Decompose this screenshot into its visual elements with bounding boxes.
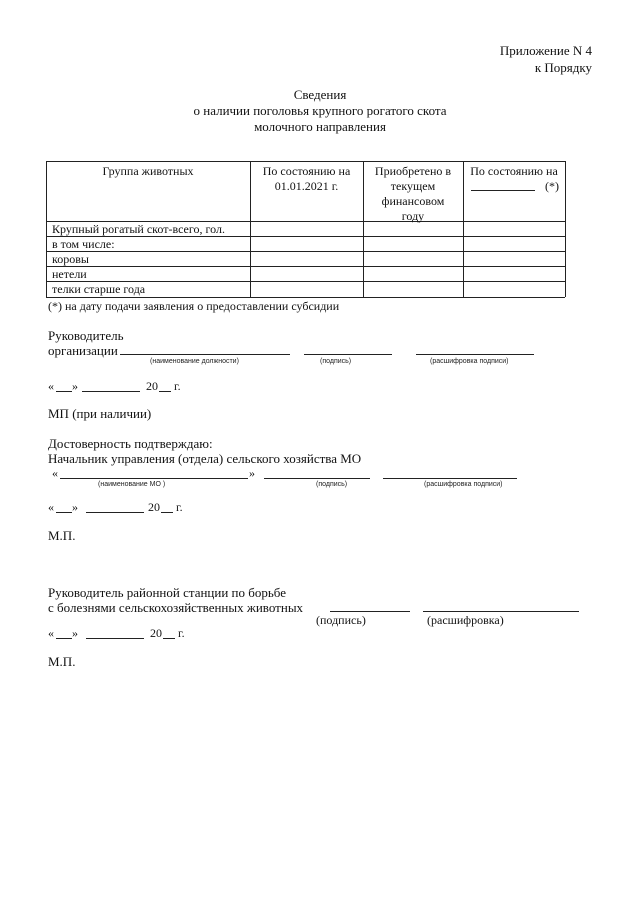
row-label-cows: коровы	[52, 252, 89, 266]
caption-mo: (наименование МО )	[98, 481, 166, 488]
month-field-2[interactable]	[86, 512, 144, 513]
row-label-including: в том числе:	[52, 237, 115, 251]
document-subtitle-2: молочного направления	[254, 119, 386, 134]
stamp-label-2: М.П.	[48, 528, 76, 543]
decryption-field[interactable]	[416, 354, 534, 355]
quote-open-2: «	[48, 500, 54, 514]
footnote: (*) на дату подачи заявления о предоставлении субсидии	[48, 299, 340, 313]
caption-signature: (подпись)	[320, 358, 352, 365]
quote-close-3: »	[72, 626, 78, 640]
station-head-label-2: с болезнями сельскохозяйственных животных	[48, 600, 304, 615]
year-field-3[interactable]	[163, 638, 175, 639]
header-acquired-line3: финансовом	[381, 194, 445, 208]
confirm-label: Достоверность подтверждаю:	[48, 436, 213, 451]
quote-close-2: »	[72, 500, 78, 514]
header-acquired-line4: году	[401, 209, 425, 223]
quote-close: »	[72, 379, 78, 393]
header-asterisk: (*)	[545, 179, 559, 193]
head-label: Руководитель	[48, 328, 124, 343]
quote-open: «	[48, 379, 54, 393]
decryption-field-3[interactable]	[423, 611, 579, 612]
signature-field[interactable]	[304, 354, 392, 355]
signature-field-3[interactable]	[330, 611, 410, 612]
row-label-young-heifers: телки старше года	[52, 282, 146, 296]
year-suffix-2: г.	[176, 500, 183, 514]
header-as-of-current-line1: По состоянию на	[470, 164, 558, 178]
day-field[interactable]	[56, 391, 72, 392]
mo-quote-close: »	[249, 466, 255, 480]
header-as-of-date-line1: По состоянию на	[262, 164, 351, 178]
year-prefix: 20	[146, 379, 158, 393]
signature-field-2[interactable]	[264, 478, 370, 479]
year-suffix-3: г.	[178, 626, 185, 640]
year-field-2[interactable]	[161, 512, 173, 513]
header-as-of-date-line2: 01.01.2021 г.	[274, 179, 339, 193]
quote-open-3: «	[48, 626, 54, 640]
header-as-of-current-line2	[463, 179, 565, 194]
day-field-2[interactable]	[56, 512, 72, 513]
year-prefix-2: 20	[148, 500, 160, 514]
year-field[interactable]	[159, 391, 171, 392]
header-acquired	[363, 164, 463, 224]
row-label-heifers: нетели	[52, 267, 87, 281]
header-as-of-date	[250, 164, 363, 194]
document-title: Сведения	[293, 87, 347, 102]
caption-decrypt-2: (расшифровка подписи)	[424, 481, 503, 488]
header-acquired-line1: Приобретено в	[374, 164, 452, 178]
stamp-label-1: МП (при наличии)	[48, 406, 152, 421]
caption-signature-3: (подпись)	[316, 613, 366, 627]
mo-quote-open: «	[52, 466, 58, 480]
appendix-reference: к Порядку	[534, 60, 592, 75]
station-head-label: Руководитель районной станции по борьбе	[48, 585, 287, 600]
mo-name-field[interactable]	[60, 478, 248, 479]
month-field[interactable]	[82, 391, 140, 392]
caption-signature-2: (подпись)	[316, 481, 348, 488]
position-field[interactable]	[120, 354, 290, 355]
year-prefix-3: 20	[150, 626, 162, 640]
department-head-label: Начальник управления (отдела) сельского хозяйства МО	[48, 451, 362, 466]
decryption-field-2[interactable]	[383, 478, 517, 479]
header-acquired-line2: текущем	[390, 179, 436, 193]
appendix-number: Приложение N 4	[499, 43, 592, 58]
organization-label: организации	[48, 343, 118, 358]
month-field-3[interactable]	[86, 638, 144, 639]
header-animal-group: Группа животных	[102, 164, 194, 178]
document-subtitle: о наличии поголовья крупного рогатого скота	[193, 103, 447, 118]
header-as-of-current	[463, 164, 565, 194]
row-label-total: Крупный рогатый скот-всего, гол.	[52, 222, 225, 236]
stamp-label-3: М.П.	[48, 654, 76, 669]
caption-decrypt-3: (расшифровка)	[427, 613, 504, 627]
year-suffix: г.	[174, 379, 181, 393]
caption-decrypt: (расшифровка подписи)	[430, 358, 509, 365]
day-field-3[interactable]	[56, 638, 72, 639]
caption-position: (наименование должности)	[150, 358, 239, 365]
